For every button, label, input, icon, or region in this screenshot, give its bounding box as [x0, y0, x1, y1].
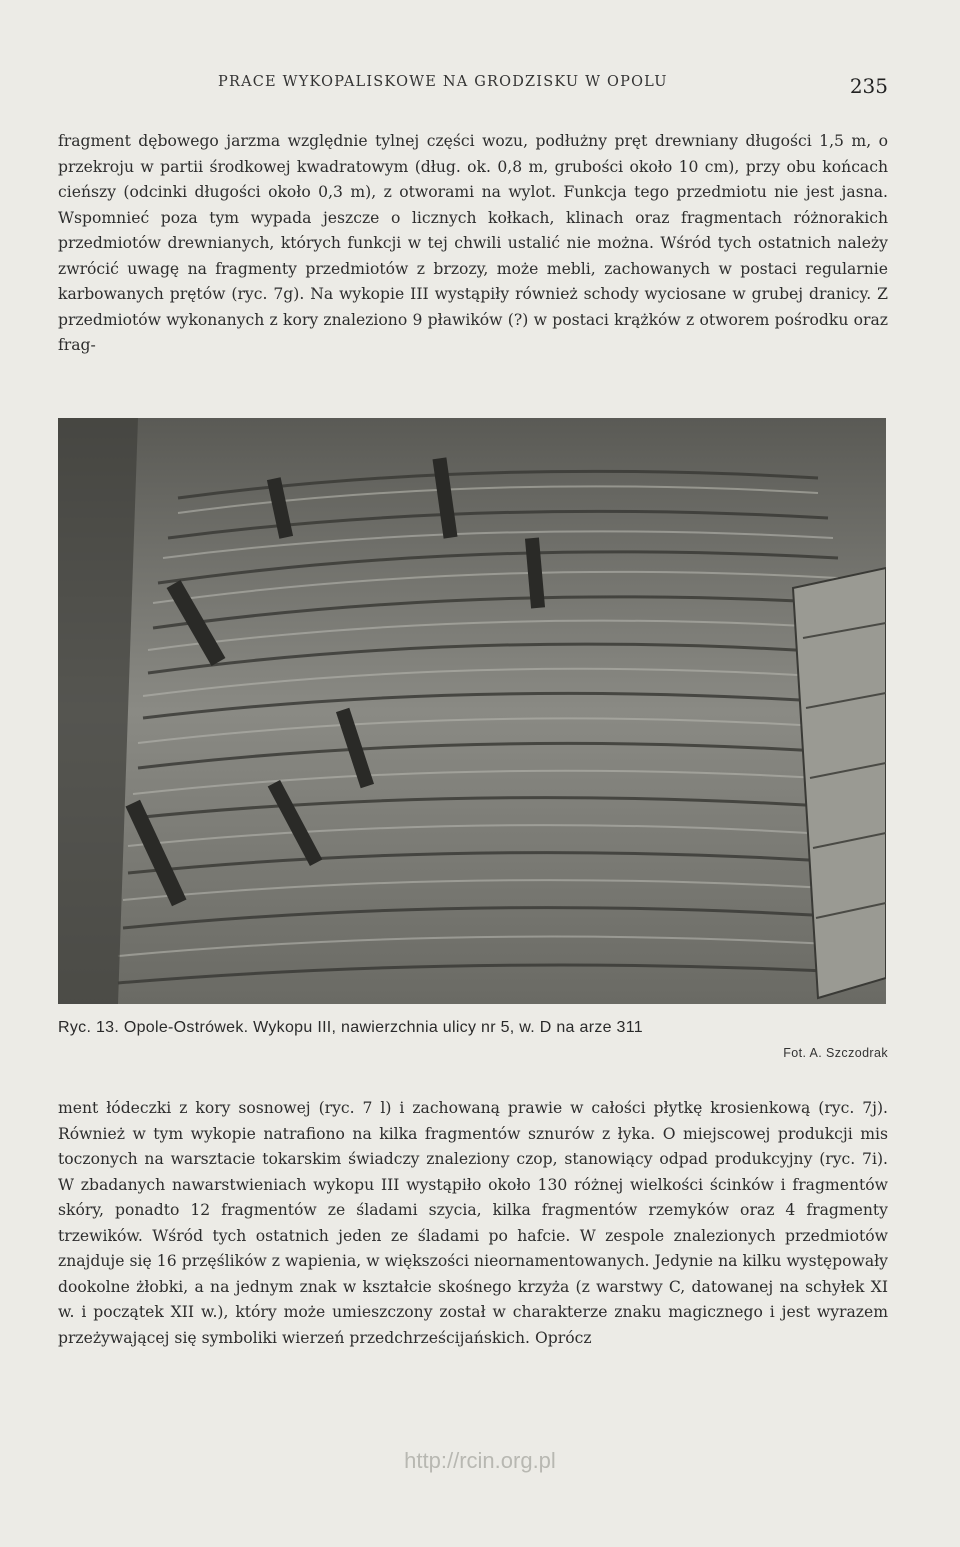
photo-credit: Fot. A. Szczodrak — [783, 1046, 888, 1060]
figure-caption: Ryc. 13. Opole-Ostrówek. Wykopu III, nawierzchnia ulicy nr 5, w. D na arze 311 — [58, 1019, 643, 1036]
watermark-url: http://rcin.org.pl — [404, 1448, 556, 1473]
wooden-road-photo-graphic — [58, 418, 886, 1004]
page-number: 235 — [849, 74, 888, 98]
body-paragraph-top: fragment dębowego jarzma względnie tylnej części wozu, podłużny pręt drewniany długości 1,5 m, o przekroju w partii środkowej kwadratowym (dług. ok. 0,8 m, grubości około 10 cm), przy obu końcach cieńszy (odcinki długości około 0,3 m), z otworami na wylot. Funkcja tego przedmiotu nie jest jasna. Wspomnieć poza tym wypada jeszcze o licznych kołkach, klinach oraz fragmentach różnorakich przedmiotów drewnianych, których funkcji w tej chwili ustalić nie można. Wśród tych ostatnich należy zwrócić uwagę na fragmenty przedmiotów z brzozy, może mebli, zachowanych w postaci regularnie karbowanych prętów (ryc. 7g). Na wykopie III wystąpiły również schody wyciosane w grubej dranicy. Z przedmiotów wykonanych z kory znaleziono 9 pławików (?) w postaci krążków z otworem pośrodku oraz frag- — [58, 132, 888, 354]
running-title: PRACE WYKOPALISKOWE NA GRODZISKU W OPOLU — [218, 74, 668, 90]
body-paragraph-bottom: ment łódeczki z kory sosnowej (ryc. 7 l) i zachowaną prawie w całości płytkę krosienkową (ryc. 7j). Również w tym wykopie natrafiono na kilka fragmentów sznurów z łyka. O miejscowej produkcji mis toczonych na warsztacie tokarskim świadczy znaleziony czop, stanowiący odpad produkcyjny (ryc. 7i). W zbadanych nawarstwieniach wykopu III wystąpiło około 130 różnej wielkości ścinków i fragmentów skóry, ponadto 12 fragmentów ze śladami szycia, kilka fragmentów rzemyków oraz 4 fragmenty trzewików. Wśród tych ostatnich jeden ze śladami po hafcie. W zespole znalezionych przedmiotów znajduje się 16 przęślików z wapienia, w większości nieornamentowanych. Jedynie na kilku występowały dookolne żłobki, a na jednym znak w kształcie skośnego krzyża (z warstwy C, datowanej na schyłek XI w. i początek XII w.), który może umieszczony został w charakterze znaku magicznego i jest wyrazem przeżywającej się symboliki wierzeń przedchrześcijańskich. Oprócz — [58, 1099, 888, 1347]
running-header — [58, 70, 888, 96]
excavation-photo — [58, 418, 886, 1004]
